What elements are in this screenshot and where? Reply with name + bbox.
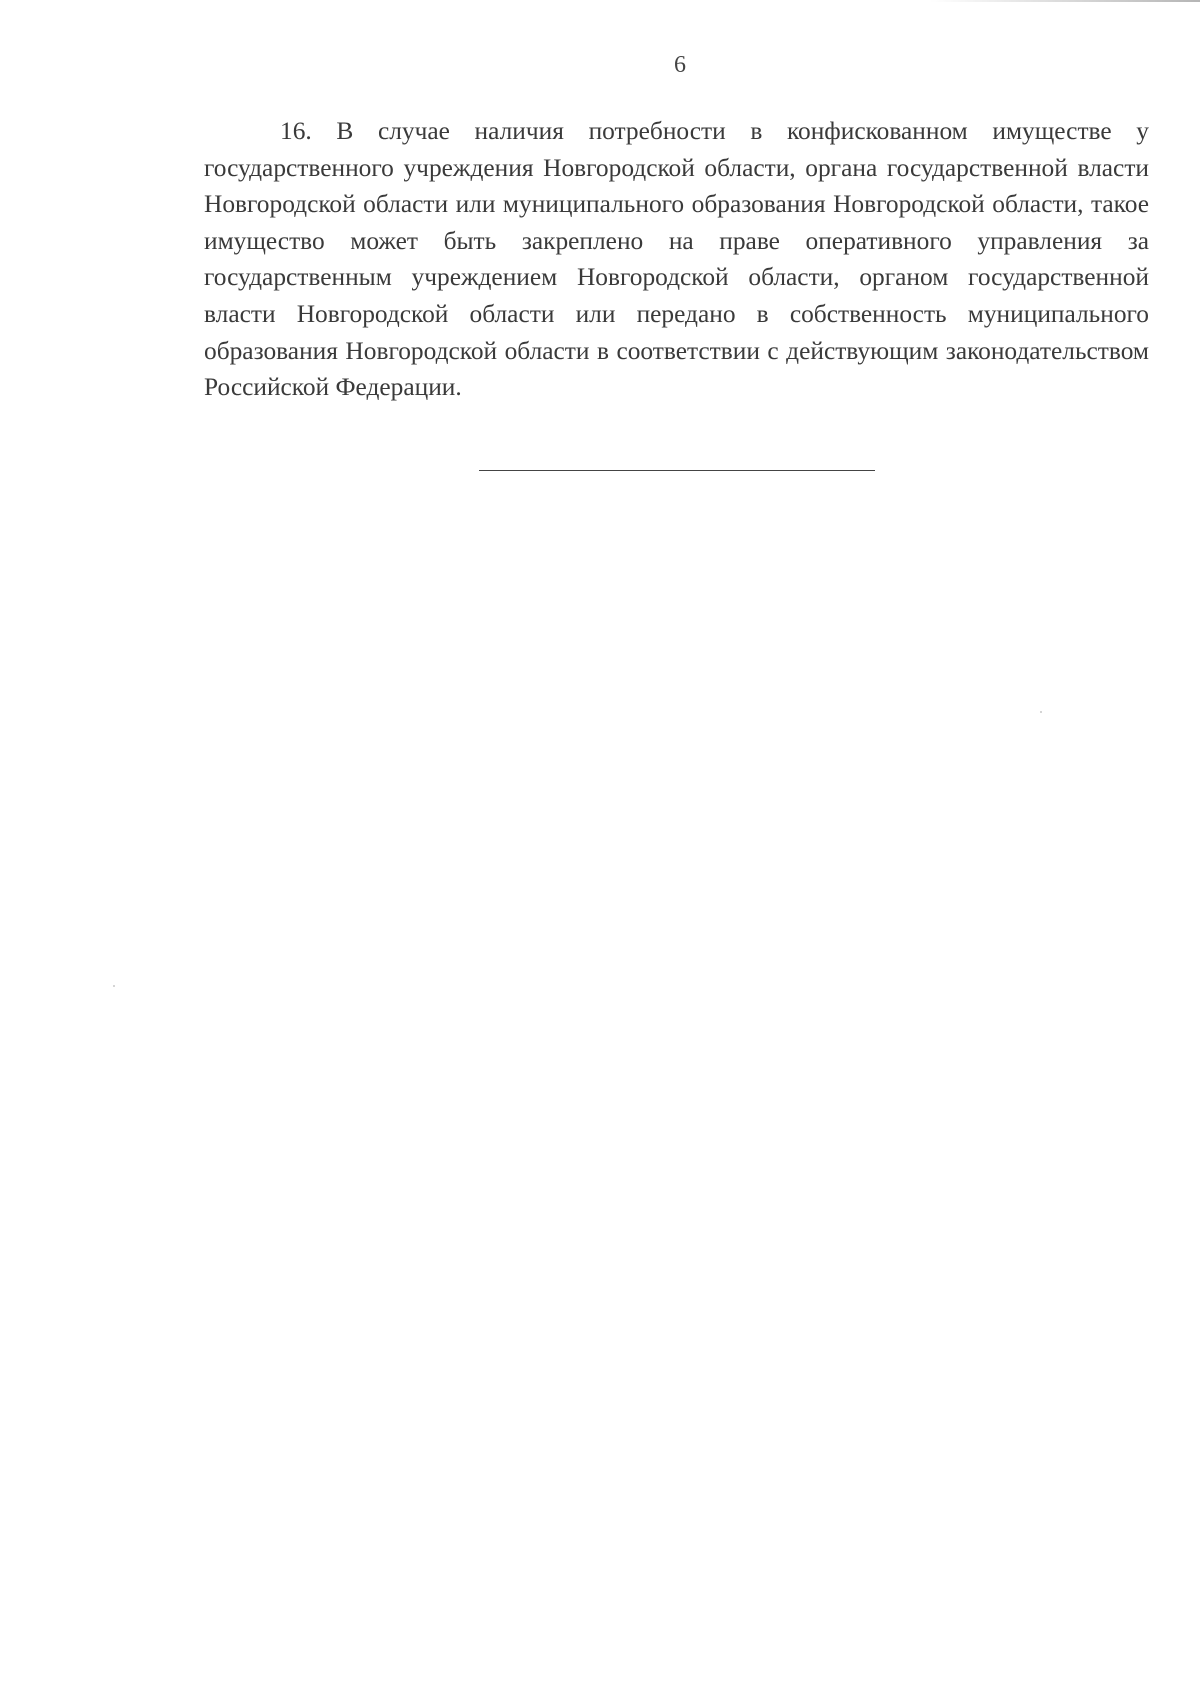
paragraph-16: 16. В случае наличия потребности в конфискованном имуществе у государственного учреждения Новгородской области, органа государственной власти Новгородской области или муниципального образования Новгородской области, такое имущество может быть закреплено на праве оперативного управления за государственным учреждением Новгородской области, органом государственной власти Новгородской области или передано в собственность муниципального образования Новгородской области в соответствии с действующим законодательством Российской Федерации.: [204, 117, 1149, 402]
page-number: 6: [674, 52, 686, 78]
document-body: [204, 113, 1149, 406]
scan-speck: [113, 985, 115, 987]
scan-edge-mark: [930, 0, 1200, 2]
scan-speck: [1040, 711, 1042, 713]
closing-horizontal-rule: [479, 470, 875, 471]
